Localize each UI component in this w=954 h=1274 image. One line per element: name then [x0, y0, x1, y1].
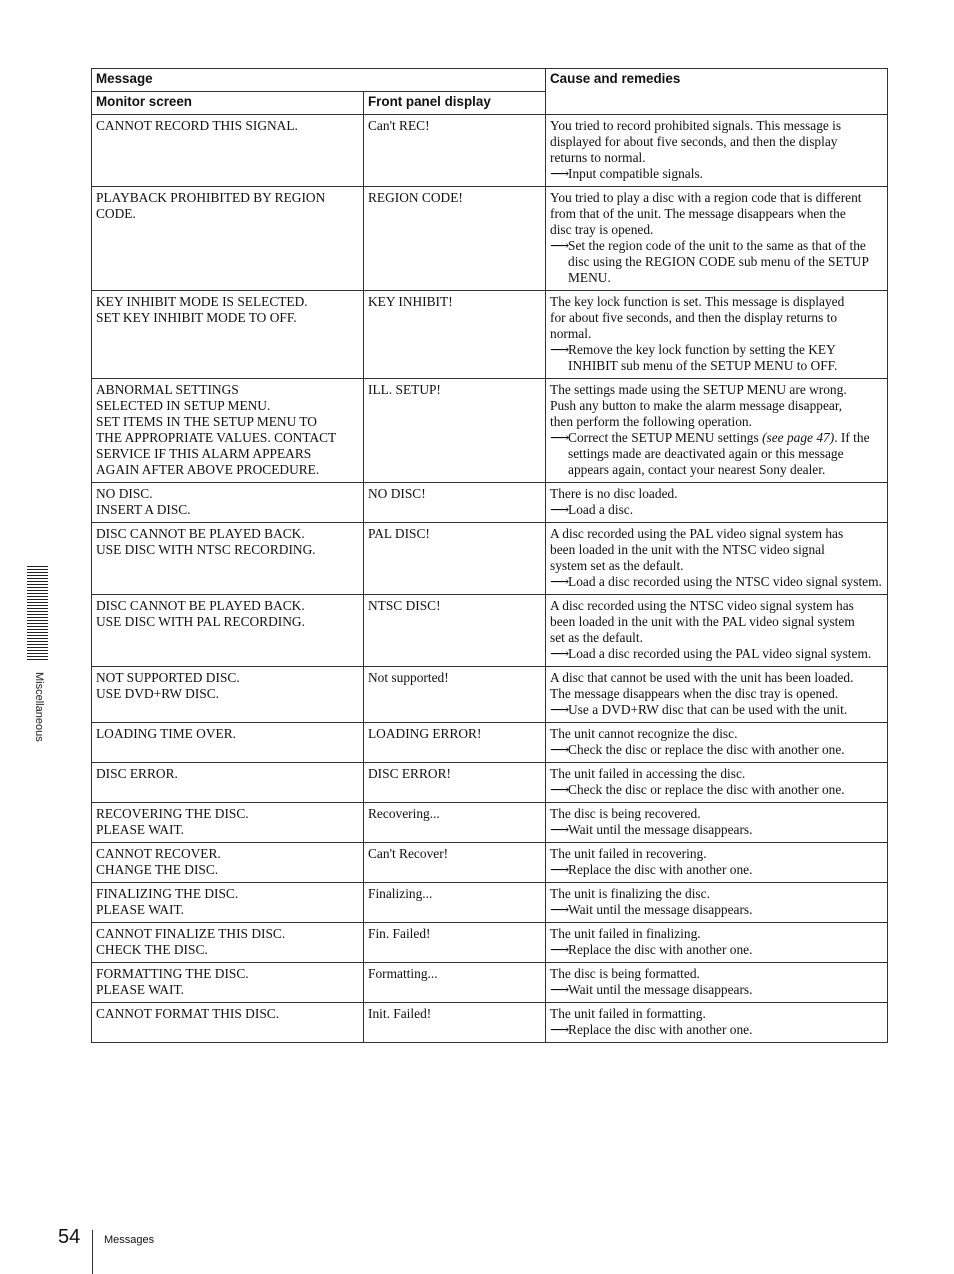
cause-remedy-cell: [546, 115, 888, 187]
monitor-message-line: PLAYBACK PROHIBITED BY REGION: [96, 190, 326, 205]
cause-remedy-cell: [546, 379, 888, 483]
monitor-message-line: NO DISC.: [96, 486, 153, 501]
cause-text-line: for about five seconds, and then the display returns to: [550, 310, 838, 325]
cause-text-line: You tried to record prohibited signals. This message is: [550, 118, 842, 133]
monitor-message-line: SET KEY INHIBIT MODE TO OFF.: [96, 310, 297, 325]
cause-remedy-cell: [546, 763, 888, 803]
remedy-text-body: Replace the disc with another one.: [568, 1022, 753, 1037]
table-row: [92, 803, 888, 843]
remedy-text-tail: . If the settings made are deactivated again or this message appears again, contact your nearest Sony dealer.: [568, 430, 870, 477]
arrow-right-icon: ⟶: [550, 822, 570, 837]
table-row: [92, 291, 888, 379]
footer-section-title: Messages: [104, 1234, 155, 1246]
table-body: [92, 115, 888, 1043]
remedy-text: [550, 862, 883, 878]
cause-remedy-cell: [546, 483, 888, 523]
cause-text-line: The unit failed in recovering.: [550, 846, 707, 861]
cause-remedy-cell: [546, 1003, 888, 1043]
monitor-screen-cell: [92, 595, 364, 667]
monitor-screen-cell: [92, 963, 364, 1003]
cause-remedy-cell: [546, 843, 888, 883]
remedy-text-body: Set the region code of the unit to the same as that of the disc using the REGION CODE sub menu of the SETUP MENU.: [568, 238, 869, 285]
remedy-text: [550, 742, 883, 758]
table-row: [92, 923, 888, 963]
table-row: [92, 667, 888, 723]
cause-remedy-cell: [546, 667, 888, 723]
monitor-screen-cell: [92, 723, 364, 763]
messages-table: [91, 68, 888, 1043]
arrow-right-icon: ⟶: [550, 574, 570, 589]
monitor-screen-cell: [92, 803, 364, 843]
monitor-message-line: LOADING TIME OVER.: [96, 726, 236, 741]
monitor-screen-cell: [92, 763, 364, 803]
cause-remedy-cell: [546, 883, 888, 923]
remedy-text-body: Wait until the message disappears.: [568, 822, 753, 837]
remedy-text-body: Remove the key lock function by setting the KEY INHIBIT sub menu of the SETUP MENU to OFF.: [568, 342, 838, 373]
monitor-message-line: RECOVERING THE DISC.: [96, 806, 249, 821]
monitor-screen-cell: [92, 883, 364, 923]
cause-text-line: system set as the default.: [550, 558, 684, 573]
monitor-screen-cell: [92, 667, 364, 723]
front-panel-cell: PAL DISC!: [364, 523, 546, 595]
table-row: [92, 595, 888, 667]
monitor-message-line: SERVICE IF THIS ALARM APPEARS: [96, 446, 312, 461]
cause-text-line: The unit cannot recognize the disc.: [550, 726, 738, 741]
monitor-message-line: KEY INHIBIT MODE IS SELECTED.: [96, 294, 308, 309]
front-panel-cell: Formatting...: [364, 963, 546, 1003]
remedy-text: [550, 1022, 883, 1038]
front-panel-cell: ILL. SETUP!: [364, 379, 546, 483]
arrow-right-icon: ⟶: [550, 342, 570, 357]
front-panel-cell: KEY INHIBIT!: [364, 291, 546, 379]
monitor-message-line: SET ITEMS IN THE SETUP MENU TO: [96, 414, 317, 429]
front-panel-cell: NTSC DISC!: [364, 595, 546, 667]
header-cause-and-remedies: Cause and remedies: [546, 69, 888, 115]
monitor-screen-cell: [92, 187, 364, 291]
arrow-right-icon: ⟶: [550, 982, 570, 997]
remedy-text: [550, 430, 883, 478]
monitor-message-line: CHECK THE DISC.: [96, 942, 208, 957]
cause-text-line: returns to normal.: [550, 150, 646, 165]
remedy-text: [550, 782, 883, 798]
monitor-message-line: NOT SUPPORTED DISC.: [96, 670, 240, 685]
cause-text-line: normal.: [550, 326, 592, 341]
monitor-message-line: AGAIN AFTER ABOVE PROCEDURE.: [96, 462, 320, 477]
monitor-screen-cell: [92, 523, 364, 595]
monitor-message-line: SELECTED IN SETUP MENU.: [96, 398, 271, 413]
monitor-screen-cell: [92, 291, 364, 379]
remedy-text: [550, 238, 883, 286]
monitor-message-line: CANNOT FORMAT THIS DISC.: [96, 1006, 280, 1021]
cause-text-line: The unit is finalizing the disc.: [550, 886, 710, 901]
monitor-message-line: DISC ERROR.: [96, 766, 178, 781]
table-row: [92, 379, 888, 483]
monitor-screen-cell: [92, 115, 364, 187]
header-message: Message: [92, 69, 546, 92]
cause-text-line: The disc is being recovered.: [550, 806, 701, 821]
monitor-screen-cell: [92, 923, 364, 963]
arrow-right-icon: ⟶: [550, 502, 570, 517]
monitor-message-line: FORMATTING THE DISC.: [96, 966, 249, 981]
cause-text-line: then perform the following operation.: [550, 414, 752, 429]
cause-remedy-cell: [546, 523, 888, 595]
arrow-right-icon: ⟶: [550, 902, 570, 917]
front-panel-cell: LOADING ERROR!: [364, 723, 546, 763]
cause-text-line: Push any button to make the alarm message disappear,: [550, 398, 843, 413]
monitor-message-line: CANNOT FINALIZE THIS DISC.: [96, 926, 286, 941]
remedy-text-body: Wait until the message disappears.: [568, 902, 753, 917]
remedy-text: [550, 342, 883, 374]
front-panel-cell: DISC ERROR!: [364, 763, 546, 803]
monitor-screen-cell: [92, 1003, 364, 1043]
remedy-text-body: Check the disc or replace the disc with another one.: [568, 782, 845, 797]
remedy-text-body: Load a disc.: [568, 502, 634, 517]
table-row: [92, 843, 888, 883]
table-row: [92, 763, 888, 803]
arrow-right-icon: ⟶: [550, 782, 570, 797]
monitor-message-line: PLEASE WAIT.: [96, 982, 185, 997]
cause-text-line: A disc that cannot be used with the unit has been loaded.: [550, 670, 854, 685]
cause-remedy-cell: [546, 803, 888, 843]
cause-text-line: from that of the unit. The message disappears when the: [550, 206, 846, 221]
cause-remedy-cell: [546, 595, 888, 667]
monitor-message-line: USE DISC WITH NTSC RECORDING.: [96, 542, 316, 557]
front-panel-cell: Not supported!: [364, 667, 546, 723]
monitor-screen-cell: [92, 843, 364, 883]
monitor-message-line: CANNOT RECORD THIS SIGNAL.: [96, 118, 298, 133]
cause-text-line: The unit failed in formatting.: [550, 1006, 706, 1021]
front-panel-cell: Finalizing...: [364, 883, 546, 923]
cause-text-line: The settings made using the SETUP MENU are wrong.: [550, 382, 847, 397]
remedy-text: [550, 166, 883, 182]
monitor-screen-cell: [92, 483, 364, 523]
header-front-panel-display: Front panel display: [364, 92, 546, 115]
monitor-message-line: CODE.: [96, 206, 136, 221]
monitor-screen-cell: [92, 379, 364, 483]
monitor-message-line: DISC CANNOT BE PLAYED BACK.: [96, 526, 305, 541]
monitor-message-line: USE DISC WITH PAL RECORDING.: [96, 614, 305, 629]
remedy-text-body: Load a disc recorded using the PAL video signal system.: [568, 646, 872, 661]
page-number: 54: [58, 1226, 81, 1248]
monitor-message-line: DISC CANNOT BE PLAYED BACK.: [96, 598, 305, 613]
arrow-right-icon: ⟶: [550, 862, 570, 877]
cause-text-line: The disc is being formatted.: [550, 966, 700, 981]
cause-remedy-cell: [546, 923, 888, 963]
remedy-text: [550, 982, 883, 998]
remedy-text-body: Load a disc recorded using the NTSC video signal system.: [568, 574, 882, 589]
monitor-message-line: CANNOT RECOVER.: [96, 846, 221, 861]
cause-text-line: been loaded in the unit with the NTSC video signal: [550, 542, 825, 557]
cause-text-line: A disc recorded using the NTSC video signal system has: [550, 598, 854, 613]
monitor-message-line: THE APPROPRIATE VALUES. CONTACT: [96, 430, 337, 445]
front-panel-cell: NO DISC!: [364, 483, 546, 523]
cause-remedy-cell: [546, 963, 888, 1003]
arrow-right-icon: ⟶: [550, 1022, 570, 1037]
table-row: [92, 523, 888, 595]
remedy-text: [550, 646, 883, 662]
remedy-text: [550, 902, 883, 918]
cause-text-line: been loaded in the unit with the PAL video signal system: [550, 614, 855, 629]
table-row: [92, 483, 888, 523]
monitor-message-line: FINALIZING THE DISC.: [96, 886, 239, 901]
cause-remedy-cell: [546, 291, 888, 379]
remedy-text: [550, 822, 883, 838]
cause-text-line: displayed for about five seconds, and then the display: [550, 134, 838, 149]
cause-text-line: There is no disc loaded.: [550, 486, 678, 501]
monitor-message-line: CHANGE THE DISC.: [96, 862, 219, 877]
monitor-message-line: PLEASE WAIT.: [96, 822, 185, 837]
arrow-right-icon: ⟶: [550, 238, 570, 253]
table-row: [92, 883, 888, 923]
arrow-right-icon: ⟶: [550, 942, 570, 957]
remedy-text: [550, 942, 883, 958]
table-header-row: [92, 69, 888, 92]
remedy-text: [550, 574, 883, 590]
cause-remedy-cell: [546, 187, 888, 291]
cause-text-line: The unit failed in accessing the disc.: [550, 766, 746, 781]
arrow-right-icon: ⟶: [550, 166, 570, 181]
arrow-right-icon: ⟶: [550, 742, 570, 757]
remedy-text-body: Correct the SETUP MENU settings: [568, 430, 759, 445]
front-panel-cell: Recovering...: [364, 803, 546, 843]
front-panel-cell: REGION CODE!: [364, 187, 546, 291]
table-row: [92, 1003, 888, 1043]
remedy-text: [550, 502, 883, 518]
footer-divider: [92, 1230, 93, 1274]
cause-text-line: You tried to play a disc with a region code that is different: [550, 190, 862, 205]
table-row: [92, 723, 888, 763]
table-row: [92, 115, 888, 187]
cause-text-line: The unit failed in finalizing.: [550, 926, 701, 941]
header-monitor-screen: Monitor screen: [92, 92, 364, 115]
front-panel-cell: Can't REC!: [364, 115, 546, 187]
monitor-message-line: ABNORMAL SETTINGS: [96, 382, 239, 397]
arrow-right-icon: ⟶: [550, 430, 570, 445]
remedy-text-body: Replace the disc with another one.: [568, 862, 753, 877]
remedy-text-body: Wait until the message disappears.: [568, 982, 753, 997]
cause-text-line: A disc recorded using the PAL video signal system has: [550, 526, 844, 541]
arrow-right-icon: ⟶: [550, 702, 570, 717]
remedy-text-body: Input compatible signals.: [568, 166, 704, 181]
table-row: [92, 187, 888, 291]
remedy-text: [550, 702, 883, 718]
remedy-text-body: Use a DVD+RW disc that can be used with the unit.: [568, 702, 848, 717]
front-panel-cell: Init. Failed!: [364, 1003, 546, 1043]
front-panel-cell: Can't Recover!: [364, 843, 546, 883]
remedy-text-body: Replace the disc with another one.: [568, 942, 753, 957]
section-tab-marker: [27, 566, 48, 661]
cause-text-line: The key lock function is set. This message is displayed: [550, 294, 845, 309]
monitor-message-line: USE DVD+RW DISC.: [96, 686, 219, 701]
section-tab-label: Miscellaneous: [33, 672, 45, 742]
monitor-message-line: PLEASE WAIT.: [96, 902, 185, 917]
front-panel-cell: Fin. Failed!: [364, 923, 546, 963]
cause-remedy-cell: [546, 723, 888, 763]
page-reference: (see page 47): [762, 430, 835, 445]
arrow-right-icon: ⟶: [550, 646, 570, 661]
cause-text-line: The message disappears when the disc tray is opened.: [550, 686, 839, 701]
monitor-message-line: INSERT A DISC.: [96, 502, 191, 517]
table-row: [92, 963, 888, 1003]
remedy-text-body: Check the disc or replace the disc with another one.: [568, 742, 845, 757]
cause-text-line: disc tray is opened.: [550, 222, 654, 237]
cause-text-line: set as the default.: [550, 630, 643, 645]
